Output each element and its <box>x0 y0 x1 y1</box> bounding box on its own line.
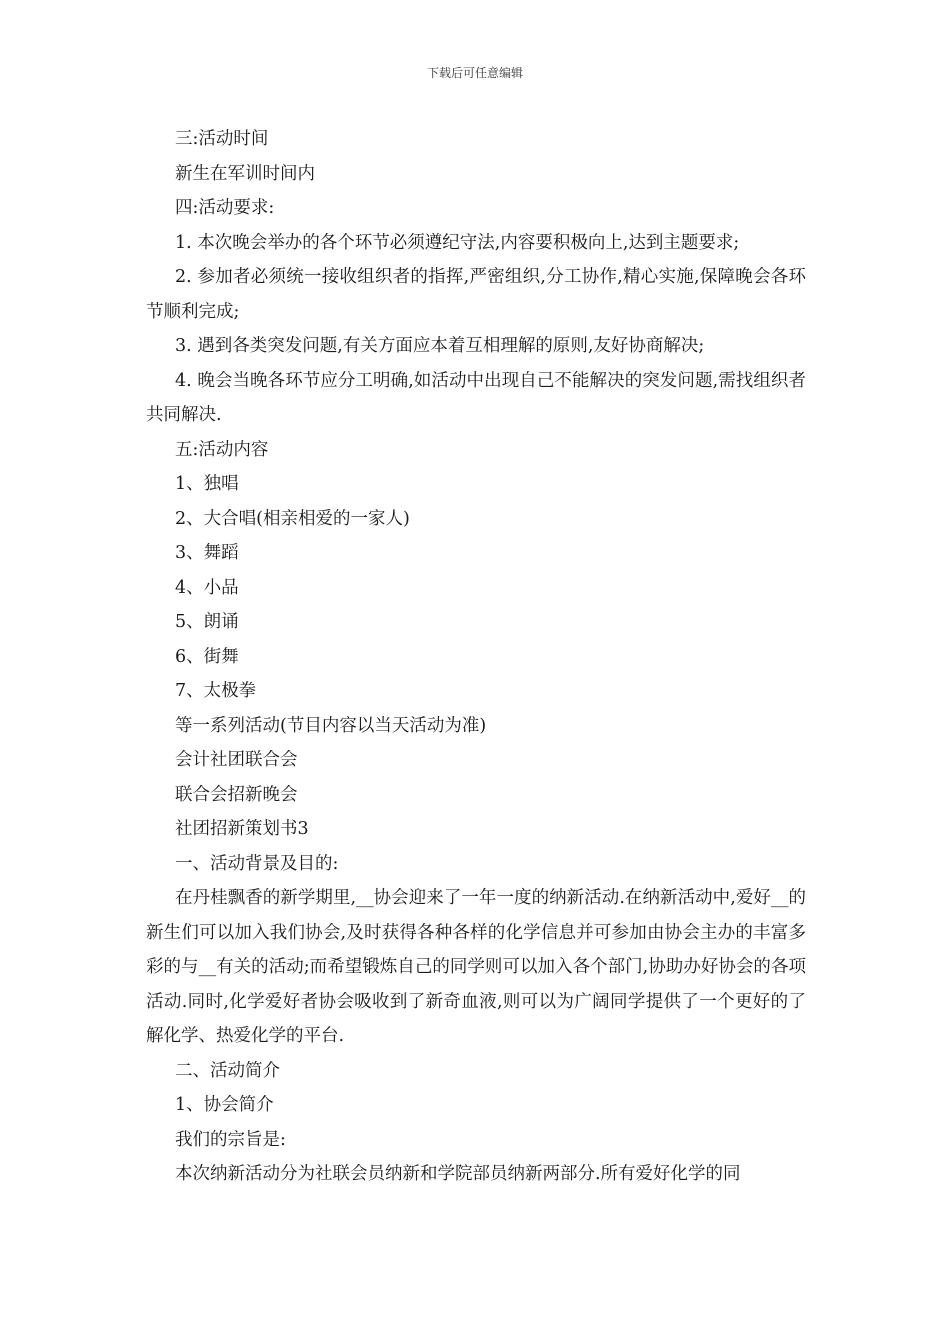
list-item: 5、朗诵 <box>175 612 239 632</box>
list-item: 4、小品 <box>175 577 239 598</box>
paragraph: 1. 本次晚会举办的各个环节必须遵纪守法,内容要积极向上,达到主题要求; <box>175 232 740 253</box>
list-item: 7、太极拳 <box>175 681 257 701</box>
paragraph: 本次纳新活动分为社联会员纳新和学院部员纳新两部分.所有爱好化学的同 <box>175 1164 741 1184</box>
list-item: 1、独唱 <box>175 474 239 494</box>
paragraph: 二、活动简介 <box>175 1060 280 1081</box>
list-item: 2、大合唱(相亲相爱的一家人) <box>175 508 410 529</box>
list-item: 6、街舞 <box>175 646 239 667</box>
paragraph: 1、协会简介 <box>175 1095 274 1115</box>
paragraph: 3. 遇到各类突发问题,有关方面应本着互相理解的原则,友好协商解决; <box>175 336 705 356</box>
list-item: 3、舞蹈 <box>175 543 239 563</box>
paragraph: 在丹桂飘香的新学期里,__协会迎来了一年一度的纳新活动.在纳新活动中,爱好__的新生们可以加入我们协会,及时获得各种各样的化学信息并可参加由协会主办的丰富多彩的与__有关的活动;而希望锻炼自己的同学则可以加入各个部门,协助办好协会的各项活动.同时,化学爱好者协会吸收到了新奇血液,则可以为广阔同学提供了一个更好的了解化学、热爱化学的平台. <box>146 888 806 1046</box>
paragraph: 2. 参加者必须统一接收组织者的指挥,严密组织,分工协作,精心实施,保障晚会各环节顺利完成; <box>146 267 806 322</box>
paragraph: 新生在军训时间内 <box>175 163 315 184</box>
document-body <box>146 122 806 1192</box>
paragraph: 五:活动内容 <box>175 439 269 460</box>
paragraph: 会计社团联合会 <box>175 750 298 770</box>
paragraph: 等一系列活动(节目内容以当天活动为准) <box>175 715 487 736</box>
page-header: 下载后可任意编辑 <box>426 66 523 80</box>
paragraph: 三:活动时间 <box>175 129 269 149</box>
paragraph: 4. 晚会当晚各环节应分工明确,如活动中出现自己不能解决的突发问题,需找组织者共同解决. <box>146 370 806 425</box>
paragraph: 一、活动背景及目的: <box>175 853 339 874</box>
paragraph: 四:活动要求: <box>175 198 275 218</box>
paragraph: 我们的宗旨是: <box>175 1129 286 1150</box>
section-title: 社团招新策划书3 <box>175 819 309 839</box>
paragraph: 联合会招新晚会 <box>175 784 298 805</box>
